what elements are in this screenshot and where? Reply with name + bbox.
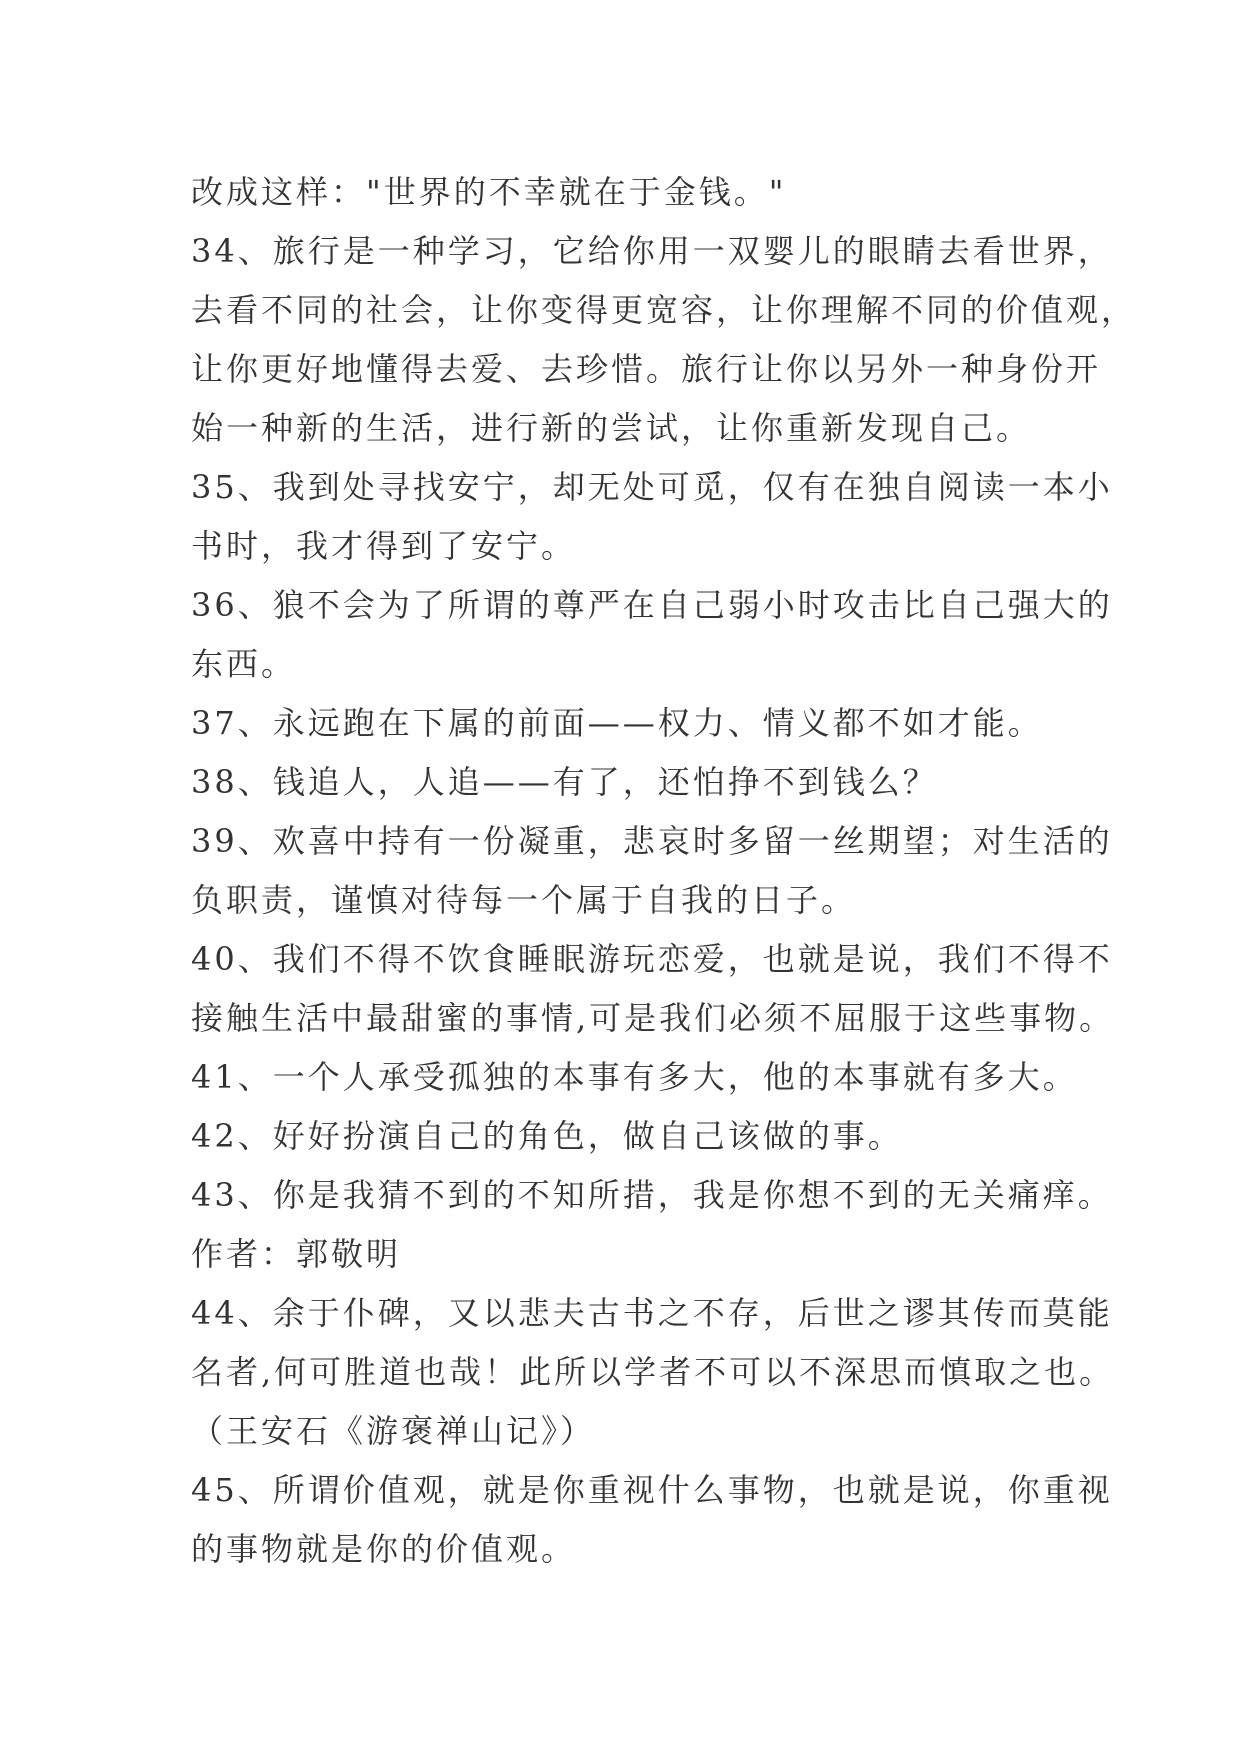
text-line: 34、旅行是一种学习，它给你用一双婴儿的眼睛去看世界，	[191, 232, 1113, 270]
text-line: 39、欢喜中持有一份凝重，悲哀时多留一丝期望；对生活的	[191, 822, 1113, 860]
text-line: 44、余于仆碑，又以悲夫古书之不存，后世之谬其传而莫能	[191, 1294, 1113, 1332]
text-line: 42、好好扮演自己的角色，做自己该做的事。	[191, 1117, 903, 1155]
text-line: （王安石《游褒禅山记》）	[191, 1412, 596, 1450]
text-line: 的事物就是你的价值观。	[191, 1530, 577, 1568]
text-line: 去看不同的社会，让你变得更宽容，让你理解不同的价值观，	[191, 291, 1137, 329]
text-line: 接触生活中最甜蜜的事情,可是我们必须不屈服于这些事物。	[191, 999, 1115, 1037]
text-line: 36、狼不会为了所谓的尊严在自己弱小时攻击比自己强大的	[191, 586, 1113, 624]
text-line: 书时，我才得到了安宁。	[191, 527, 577, 565]
text-line: 负职责，谨慎对待每一个属于自我的日子。	[191, 881, 857, 919]
text-line: 改成这样："世界的不幸就在于金钱。"	[191, 173, 787, 211]
body-text	[191, 163, 1137, 1579]
text-line: 38、钱追人，人追——有了，还怕挣不到钱么？	[191, 763, 938, 801]
text-line: 45、所谓价值观，就是你重视什么事物，也就是说，你重视	[191, 1471, 1113, 1509]
text-line: 东西。	[191, 645, 297, 683]
text-line: 始一种新的生活，进行新的尝试，让你重新发现自己。	[191, 409, 1032, 447]
text-line: 41、一个人承受孤独的本事有多大，他的本事就有多大。	[191, 1058, 1078, 1096]
text-line: 名者,何可胜道也哉！此所以学者不可以不深思而慎取之也。	[191, 1353, 1115, 1391]
text-line: 35、我到处寻找安宁，却无处可觅，仅有在独自阅读一本小	[191, 468, 1113, 506]
text-line: 让你更好地懂得去爱、去珍惜。旅行让你以另外一种身份开	[191, 350, 1102, 388]
text-line: 40、我们不得不饮食睡眠游玩恋爱，也就是说，我们不得不	[191, 940, 1113, 978]
text-line: 37、永远跑在下属的前面——权力、情义都不如才能。	[191, 704, 1043, 742]
text-line: 43、你是我猜不到的不知所措，我是你想不到的无关痛痒。	[191, 1176, 1113, 1214]
text-line: 作者：郭敬明	[191, 1235, 402, 1273]
